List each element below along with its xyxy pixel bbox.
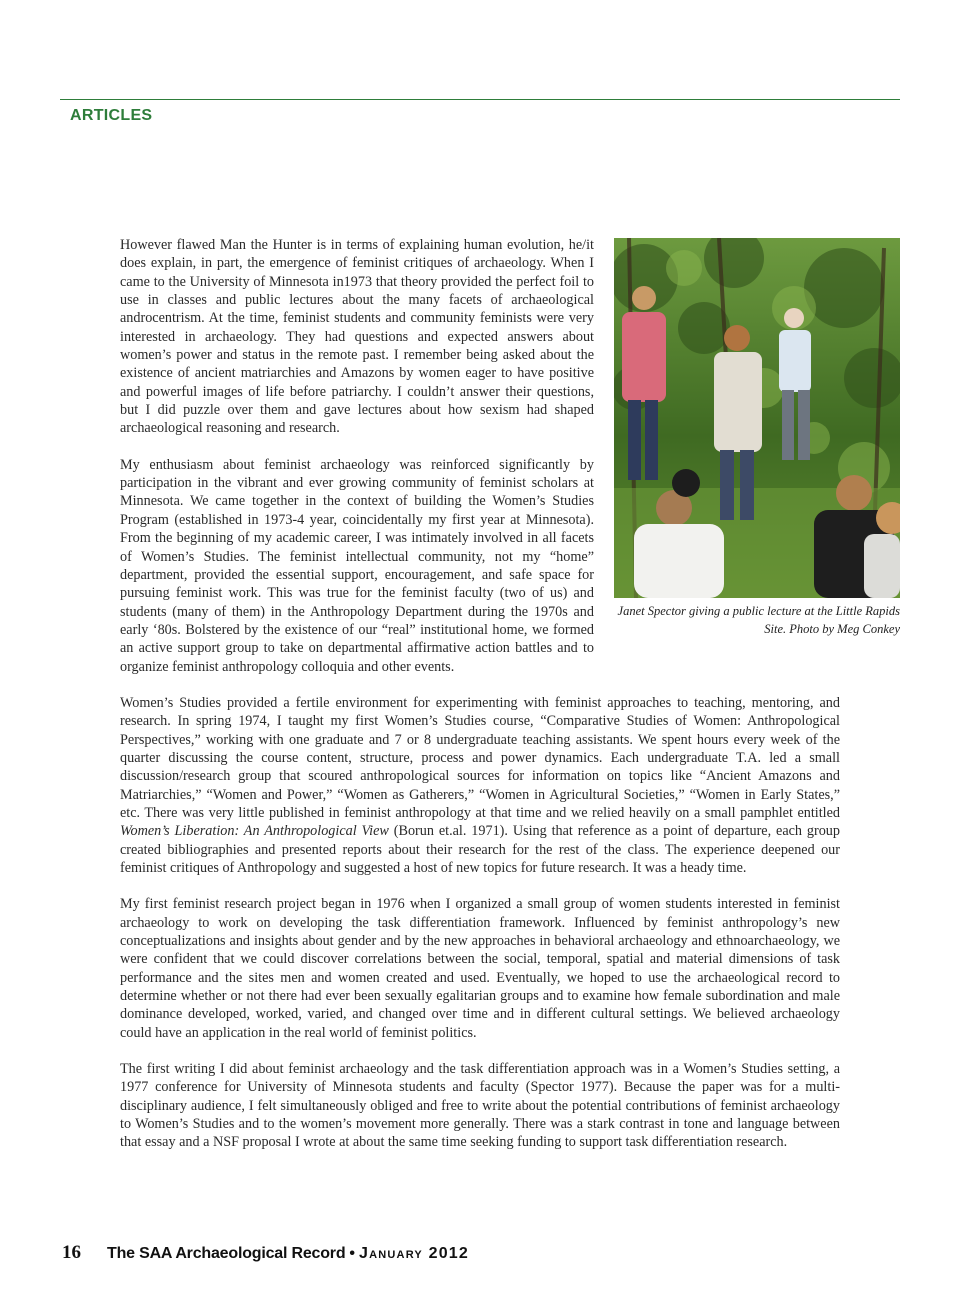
header-rule	[60, 99, 900, 100]
issue-date: January 2012	[359, 1245, 470, 1262]
publication-title: The SAA Archaeological Record	[107, 1245, 346, 1262]
page-number: 16	[62, 1242, 81, 1263]
figure-caption: Janet Spector giving a public lecture at the Little Rapids Site. Photo by Meg Conkey	[617, 604, 900, 636]
pamphlet-title: Women’s Liberation: An Anthropological View	[120, 823, 389, 840]
paragraph-2: My enthusiasm about feminist archaeology was reinforced significantly by participation in the vibrant and ever growing community of feminist scholars at Minnesota. We came together in the context of building the Women’s Studies Program (established in 1973-4 year, coincidentally my first year at Minnesota). From the beginning of my academic career, I was intimately involved in all facets of Women’s Studies. The feminist intellectual community, not my “home” department, provided the essential support, encouragement, and safe space for pursuing feminist work. This was true for the feminist faculty (two of us) and students (many of them) in the Anthropology Department during the 1970s and early ‘80s. Bolstered by the existence of our “real” institutional home, we formed an active support group to take on departmental affirmative action battles and to organize feminist anthropology colloquia and other events.	[120, 456, 594, 675]
paragraph-3-part-a: Women’s Studies provided a fertile environment for experimenting with feminist approaches to teaching, mentoring, and research. In spring 1974, I taught my first Women’s Studies course, “Comparative Studies of Women: Anthropological Perspectives,” working with one graduate and 7 or 8 undergraduate teaching assistants. We spent hours every week of the quarter discussing the course content, structure, process and power dynamics. Each undergraduate T.A. led a small discussion/research group that scoured anthropological sources for information on topics like “Ancient Amazons and Matriarchies,” “Women and Power,” “Women as Gatherers,” “Women in Agricultural Societies,” “Women in Early States,” etc. There was very little published in feminist anthropology at that time and we relied heavily on a small pamphlet entitled	[120, 694, 840, 821]
paragraph-1: However flawed Man the Hunter is in terms of explaining human evolution, he/it does explain, in part, the emergence of feminist critiques of archaeology. When I came to the University of Minnesota in1973 that theory provided the perfect foil to use in classes and public lectures about the many facets of archaeological androcentrism. At the time, feminist students and community feminists were very interested in archaeology. They had questions and expected answers about women’s power and status in the remote past. I remember being asked about the existence of ancient matriarchies and Amazons by women eager to have positive and powerful images of life before patriarchy. I couldn’t answer their questions, but I did puzzle over them and gave lectures about how sexism had shaped archaeological reasoning and research.	[120, 237, 594, 437]
paragraph-3-part-b: (Borun et.al. 1971). Using that reference as a point of departure, each group created bibliographies and presented reports about their research for the rest of the class. The experience deepened our feminist critiques of Anthropology and suggested a host of new topics for future research. It was a heady time.	[120, 823, 840, 876]
footer-bullet: •	[349, 1245, 356, 1262]
paragraph-3	[120, 694, 840, 877]
section-label: ARTICLES	[70, 107, 153, 124]
figure	[614, 238, 900, 644]
page-footer	[62, 1242, 469, 1264]
paragraph-5: The first writing I did about feminist archaeology and the task differentiation approach was in a Women’s Studies setting, a 1977 conference for University of Minnesota students and faculty (Spector 1977). Because the paper was for a multi-disciplinary audience, I felt simultaneously obliged and free to write about the potential contributions of feminist archaeology to Women’s Studies and to the women’s movement more generally. There was a stark contrast in tone and language between that essay and a NSF proposal I wrote at about the same time seeking funding to support task differentiation research.	[120, 1061, 840, 1151]
lecture-photo	[614, 238, 900, 598]
paragraph-4: My first feminist research project began in 1976 when I organized a small group of women students interested in feminist archaeology to work on developing the task differentiation framework. Influenced by feminist anthropology’s new conceptualizations and insights about gender and by the new approaches in behavioral archaeology and ethnoarchaeology, we were confident that we could discover correlations between the social, temporal, spatial and material dimensions of task performance and the sites men and women created and used. Eventually, we hoped to use the archaeological record to determine whether or not there had ever been sexually egalitarian groups and to examine how female subordination and male dominance developed, worked, varied, and changed over time and in different cultural settings. We believed archaeology could have an application in the real world of feminist politics.	[120, 896, 840, 1041]
article-body	[120, 236, 900, 1170]
